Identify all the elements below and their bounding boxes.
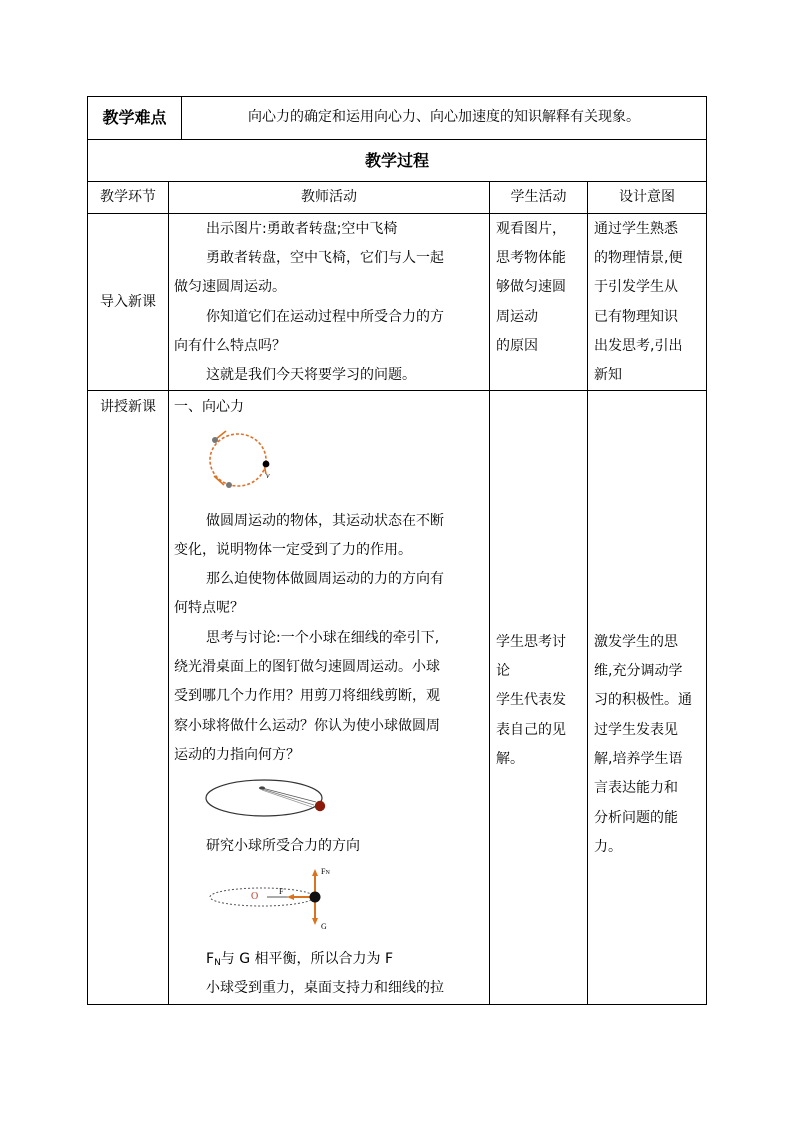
f-label: F: [279, 887, 284, 896]
text-line: 做圆周运动的物体，其运动状态在不断: [206, 513, 444, 529]
text-line: 学生思考讨: [496, 634, 566, 650]
text-line: 出发思考,引出: [594, 338, 683, 354]
balance-line: $F_N$与 G 相平衡，所以合力为 F: [206, 951, 394, 968]
text-line: 出示图片:勇敢者转盘;空中飞椅: [206, 221, 398, 237]
force-diagram: [207, 866, 357, 936]
text-line: 观看图片，: [496, 221, 566, 237]
difficulty-label: 教学难点: [102, 108, 167, 127]
g-label: G: [321, 922, 327, 931]
text-line: 解。: [496, 751, 524, 767]
text-line: 何特点呢？: [174, 600, 244, 616]
text-line: 周运动: [496, 309, 538, 325]
ball-string-figure: [204, 776, 332, 822]
text-line: 学生代表发: [496, 692, 566, 708]
text-line: 运动的力指向何方？: [174, 747, 300, 763]
text-line: 通过学生熟悉: [594, 221, 678, 237]
text-line: 做匀速圆周运动。: [174, 279, 286, 295]
lecture-stage: 讲授新课: [100, 399, 156, 415]
text-line: 分析问题的能: [594, 810, 678, 826]
text-line: 思考与讨论:一个小球在细线的牵引下,: [206, 630, 440, 646]
text-line: 向有什么特点吗？: [174, 338, 286, 354]
text-line: 的物理情景,便: [594, 250, 683, 266]
circular-motion-figure: [200, 428, 284, 492]
text-line: 这就是我们今天将要学习的问题。: [206, 367, 416, 383]
text-line: 解,培养学生语: [594, 751, 683, 767]
text-line: 绕光滑桌面上的图钉做匀速圆周运动。小球: [174, 659, 440, 675]
fn-label: FN: [321, 867, 330, 876]
text-line: 勇敢者转盘，空中飞椅，它们与人一起: [206, 250, 444, 266]
text-line: 的原因: [496, 338, 538, 354]
header-intent: 设计意图: [619, 189, 675, 205]
last-line: 小球受到重力，桌面支持力和细线的拉: [206, 980, 444, 996]
text-line: 激发学生的思: [594, 634, 678, 650]
text-line: 察小球将做什么运动？你认为使小球做圆周: [174, 718, 440, 734]
text-line: 表自己的见: [496, 722, 566, 738]
origin-label: O: [251, 891, 259, 902]
text-line: 言表达能力和: [594, 780, 678, 796]
process-title: 教学过程: [364, 151, 429, 170]
header-stage: 教学环节: [100, 189, 156, 205]
difficulty-content: 向心力的确定和运用向心力、向心加速度的知识解释有关现象。: [248, 109, 640, 125]
text-line: 于引发学生从: [594, 279, 678, 295]
intro-stage: 导入新课: [100, 294, 156, 310]
velocity-label: v: [266, 471, 270, 480]
section-heading: 一、向心力: [174, 399, 244, 415]
header-teacher: 教师活动: [301, 189, 357, 205]
text-line: 习的积极性。通: [594, 692, 692, 708]
text-line: 已有物理知识: [594, 309, 678, 325]
text-line: 论: [496, 663, 510, 679]
text-line: 变化，说明物体一定受到了力的作用。: [174, 542, 412, 558]
study-line: 研究小球所受合力的方向: [206, 838, 360, 854]
text-line: 受到哪几个力作用？用剪刀将细线剪断，观: [174, 688, 440, 704]
text-line: 力。: [594, 839, 622, 855]
text-line: 思考物体能: [496, 250, 566, 266]
text-line: 新知: [594, 367, 622, 383]
header-student: 学生活动: [510, 189, 567, 205]
text-line: 那么迫使物体做圆周运动的力的方向有: [206, 571, 444, 587]
text-line: 过学生发表见: [594, 722, 678, 738]
text-line: 维,充分调动学: [594, 663, 683, 679]
text-line: 够做匀速圆: [496, 279, 566, 295]
text-line: 你知道它们在运动过程中所受合力的方: [206, 309, 444, 325]
